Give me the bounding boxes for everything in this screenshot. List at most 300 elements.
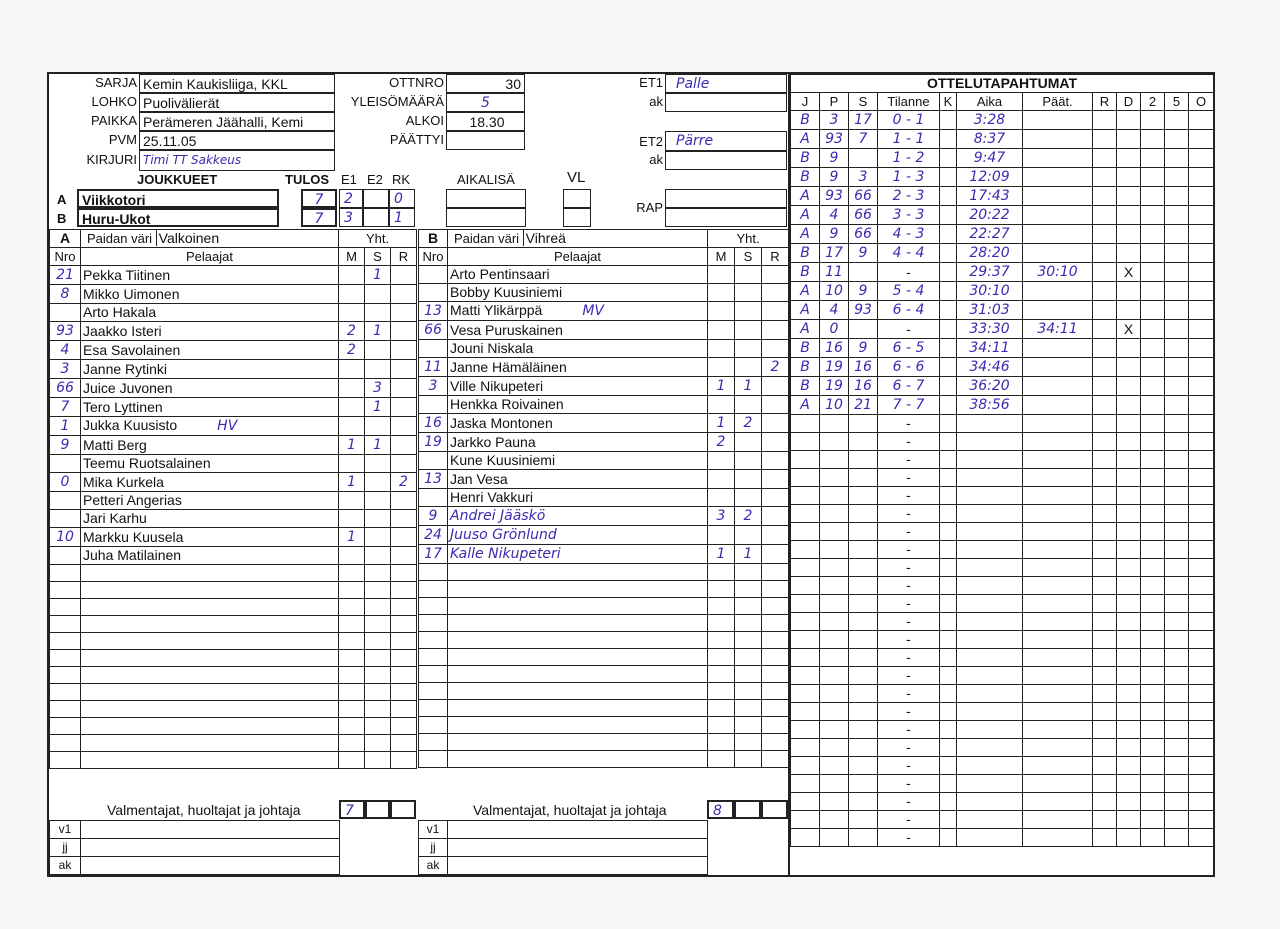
event-r[interactable] [1093, 244, 1117, 263]
event-cell[interactable] [1023, 739, 1093, 757]
player-penalties[interactable] [391, 667, 417, 684]
player-penalties[interactable] [391, 266, 417, 285]
event-cell[interactable] [1023, 469, 1093, 487]
player-goals[interactable] [708, 321, 735, 340]
player-assists[interactable] [365, 599, 391, 616]
player-goals[interactable] [339, 436, 365, 455]
player-number[interactable] [419, 581, 448, 598]
event-k[interactable] [940, 168, 957, 187]
player-number[interactable] [50, 360, 81, 379]
player-goals[interactable] [708, 377, 735, 396]
player-number[interactable] [50, 735, 81, 752]
event-end-time[interactable] [1023, 206, 1093, 225]
event-cell[interactable] [1093, 811, 1117, 829]
player-penalties[interactable] [762, 526, 789, 545]
event-o[interactable] [1189, 339, 1214, 358]
event-cell[interactable] [1189, 649, 1214, 667]
event-scorer[interactable] [820, 396, 849, 415]
player-number[interactable] [50, 322, 81, 341]
player-goals[interactable] [708, 666, 735, 683]
event-cell[interactable] [1117, 577, 1141, 595]
player-number[interactable] [419, 700, 448, 717]
player-penalties[interactable] [762, 649, 789, 666]
team-a-e1[interactable] [339, 189, 363, 208]
event-2[interactable] [1141, 130, 1165, 149]
event-cell[interactable] [1117, 775, 1141, 793]
event-cell[interactable] [849, 613, 878, 631]
event-score[interactable] [878, 631, 940, 649]
player-number[interactable] [419, 632, 448, 649]
player-goals[interactable] [339, 547, 365, 565]
player-penalties[interactable] [762, 396, 789, 414]
player-name[interactable] [81, 667, 339, 684]
event-score[interactable] [878, 595, 940, 613]
event-scorer[interactable] [820, 358, 849, 377]
event-score[interactable] [878, 206, 940, 225]
event-cell[interactable] [1093, 577, 1117, 595]
player-assists[interactable] [735, 414, 762, 433]
rap-field-1[interactable] [665, 189, 787, 208]
event-assist[interactable] [849, 187, 878, 206]
event-r[interactable] [1093, 320, 1117, 339]
event-score[interactable] [878, 613, 940, 631]
event-cell[interactable] [1093, 487, 1117, 505]
event-cell[interactable] [791, 775, 820, 793]
event-cell[interactable] [1093, 793, 1117, 811]
event-score[interactable] [878, 739, 940, 757]
event-k[interactable] [940, 187, 957, 206]
player-number[interactable] [50, 436, 81, 455]
event-cell[interactable] [820, 757, 849, 775]
player-number[interactable] [419, 433, 448, 452]
player-goals[interactable] [339, 473, 365, 492]
player-assists[interactable] [365, 718, 391, 735]
event-cell[interactable] [849, 505, 878, 523]
player-assists[interactable] [365, 752, 391, 769]
event-cell[interactable] [1093, 415, 1117, 433]
event-k[interactable] [940, 339, 957, 358]
player-penalties[interactable] [391, 547, 417, 565]
event-cell[interactable] [1093, 595, 1117, 613]
event-cell[interactable] [849, 469, 878, 487]
coach-a-s[interactable] [365, 800, 390, 819]
event-cell[interactable] [1117, 505, 1141, 523]
event-cell[interactable] [1165, 595, 1189, 613]
player-name[interactable] [81, 341, 339, 360]
event-cell[interactable] [940, 469, 957, 487]
player-name[interactable] [448, 433, 708, 452]
player-name[interactable] [448, 377, 708, 396]
event-k[interactable] [940, 225, 957, 244]
event-cell[interactable] [1141, 595, 1165, 613]
event-cell[interactable] [1165, 757, 1189, 775]
event-cell[interactable] [957, 469, 1023, 487]
event-scorer[interactable] [820, 149, 849, 168]
player-penalties[interactable] [762, 632, 789, 649]
player-assists[interactable] [735, 377, 762, 396]
event-cell[interactable] [1141, 811, 1165, 829]
event-cell[interactable] [1117, 703, 1141, 721]
event-score[interactable] [878, 111, 940, 130]
coach-count-b[interactable] [707, 800, 734, 819]
event-cell[interactable] [820, 415, 849, 433]
team-a-timeout[interactable] [446, 189, 526, 208]
player-assists[interactable] [735, 632, 762, 649]
player-assists[interactable] [365, 304, 391, 322]
player-name[interactable] [81, 266, 339, 285]
event-score[interactable] [878, 130, 940, 149]
event-time[interactable] [957, 339, 1023, 358]
event-5[interactable] [1165, 111, 1189, 130]
roster-a-shirt[interactable] [81, 230, 339, 248]
event-cell[interactable] [1117, 829, 1141, 847]
player-assists[interactable] [735, 470, 762, 489]
player-goals[interactable] [708, 340, 735, 358]
player-penalties[interactable] [762, 564, 789, 581]
event-cell[interactable] [1141, 523, 1165, 541]
event-cell[interactable] [1023, 559, 1093, 577]
event-cell[interactable] [820, 505, 849, 523]
event-cell[interactable] [820, 667, 849, 685]
event-cell[interactable] [1189, 487, 1214, 505]
event-cell[interactable] [1023, 703, 1093, 721]
event-cell[interactable] [1165, 469, 1189, 487]
player-penalties[interactable] [762, 489, 789, 507]
event-k[interactable] [940, 377, 957, 396]
event-cell[interactable] [940, 541, 957, 559]
event-cell[interactable] [849, 433, 878, 451]
player-number[interactable] [50, 304, 81, 322]
event-cell[interactable] [1189, 793, 1214, 811]
player-goals[interactable] [339, 718, 365, 735]
event-cell[interactable] [1141, 613, 1165, 631]
event-score[interactable] [878, 703, 940, 721]
jj-field-b[interactable] [448, 839, 708, 857]
player-name[interactable] [81, 650, 339, 667]
event-assist[interactable] [849, 282, 878, 301]
event-cell[interactable] [1141, 667, 1165, 685]
player-penalties[interactable] [391, 455, 417, 473]
v1-field-b[interactable] [448, 821, 708, 839]
player-assists[interactable] [735, 598, 762, 615]
event-d[interactable] [1117, 149, 1141, 168]
player-assists[interactable] [365, 398, 391, 417]
player-assists[interactable] [735, 564, 762, 581]
event-cell[interactable] [791, 415, 820, 433]
event-cell[interactable] [1141, 559, 1165, 577]
player-penalties[interactable] [391, 492, 417, 510]
player-goals[interactable] [708, 632, 735, 649]
event-scorer[interactable] [820, 206, 849, 225]
event-scorer[interactable] [820, 320, 849, 339]
player-assists[interactable] [365, 735, 391, 752]
player-goals[interactable] [339, 304, 365, 322]
event-cell[interactable] [957, 667, 1023, 685]
player-goals[interactable] [708, 470, 735, 489]
player-assists[interactable] [735, 615, 762, 632]
event-cell[interactable] [1117, 667, 1141, 685]
event-cell[interactable] [1023, 523, 1093, 541]
event-cell[interactable] [820, 451, 849, 469]
event-cell[interactable] [940, 577, 957, 595]
rap-field-2[interactable] [665, 208, 787, 227]
player-assists[interactable] [735, 340, 762, 358]
event-cell[interactable] [1117, 523, 1141, 541]
event-cell[interactable] [1117, 433, 1141, 451]
player-goals[interactable] [339, 599, 365, 616]
event-cell[interactable] [1189, 523, 1214, 541]
player-number[interactable] [50, 492, 81, 510]
event-cell[interactable] [820, 775, 849, 793]
team-b-rk[interactable] [389, 208, 415, 227]
event-cell[interactable] [849, 559, 878, 577]
event-cell[interactable] [1165, 559, 1189, 577]
event-team[interactable] [791, 168, 820, 187]
event-cell[interactable] [849, 685, 878, 703]
event-2[interactable] [1141, 206, 1165, 225]
event-cell[interactable] [1023, 451, 1093, 469]
event-cell[interactable] [1117, 595, 1141, 613]
event-cell[interactable] [1023, 541, 1093, 559]
player-goals[interactable] [339, 379, 365, 398]
player-name[interactable] [448, 470, 708, 489]
event-cell[interactable] [1117, 793, 1141, 811]
event-cell[interactable] [1093, 505, 1117, 523]
event-cell[interactable] [1165, 451, 1189, 469]
event-cell[interactable] [1117, 811, 1141, 829]
player-assists[interactable] [365, 492, 391, 510]
event-time[interactable] [957, 377, 1023, 396]
event-5[interactable] [1165, 206, 1189, 225]
event-end-time[interactable] [1023, 282, 1093, 301]
team-b-name[interactable]: Huru-Ukot [77, 208, 279, 227]
player-assists[interactable] [365, 417, 391, 436]
event-cell[interactable] [1117, 451, 1141, 469]
event-cell[interactable] [1141, 685, 1165, 703]
event-score[interactable] [878, 577, 940, 595]
event-cell[interactable] [820, 487, 849, 505]
event-score[interactable] [878, 649, 940, 667]
event-cell[interactable] [940, 487, 957, 505]
event-cell[interactable] [791, 631, 820, 649]
event-cell[interactable] [1141, 451, 1165, 469]
player-name[interactable] [81, 735, 339, 752]
event-scorer[interactable] [820, 377, 849, 396]
event-scorer[interactable] [820, 225, 849, 244]
player-number[interactable] [419, 717, 448, 734]
event-d[interactable] [1117, 396, 1141, 415]
player-number[interactable] [50, 398, 81, 417]
player-assists[interactable] [365, 285, 391, 304]
event-cell[interactable] [820, 631, 849, 649]
event-cell[interactable] [791, 577, 820, 595]
player-penalties[interactable] [391, 473, 417, 492]
event-d[interactable] [1117, 358, 1141, 377]
player-penalties[interactable] [391, 599, 417, 616]
player-name[interactable] [81, 528, 339, 547]
event-k[interactable] [940, 130, 957, 149]
event-5[interactable] [1165, 225, 1189, 244]
event-cell[interactable] [957, 757, 1023, 775]
event-cell[interactable] [849, 721, 878, 739]
event-score[interactable] [878, 244, 940, 263]
event-cell[interactable] [1189, 667, 1214, 685]
event-cell[interactable] [849, 793, 878, 811]
event-assist[interactable] [849, 339, 878, 358]
player-number[interactable] [419, 615, 448, 632]
event-cell[interactable] [1189, 577, 1214, 595]
player-penalties[interactable] [762, 284, 789, 302]
team-b-vl[interactable] [563, 208, 591, 227]
player-assists[interactable] [735, 302, 762, 321]
player-penalties[interactable] [391, 322, 417, 341]
player-penalties[interactable] [762, 666, 789, 683]
event-2[interactable] [1141, 168, 1165, 187]
jj-field-a[interactable] [81, 839, 340, 857]
player-penalties[interactable] [391, 436, 417, 455]
player-assists[interactable] [365, 322, 391, 341]
player-penalties[interactable] [391, 398, 417, 417]
player-number[interactable] [419, 321, 448, 340]
player-goals[interactable] [339, 528, 365, 547]
event-cell[interactable] [1023, 649, 1093, 667]
yleisomaara-field[interactable] [446, 93, 525, 112]
player-penalties[interactable] [762, 615, 789, 632]
event-cell[interactable] [820, 469, 849, 487]
player-goals[interactable] [339, 322, 365, 341]
player-penalties[interactable] [391, 304, 417, 322]
event-cell[interactable] [820, 577, 849, 595]
player-number[interactable] [419, 489, 448, 507]
event-cell[interactable] [1189, 811, 1214, 829]
player-assists[interactable] [365, 633, 391, 650]
event-5[interactable] [1165, 168, 1189, 187]
event-cell[interactable] [1023, 829, 1093, 847]
event-cell[interactable] [1023, 685, 1093, 703]
event-cell[interactable] [849, 451, 878, 469]
event-team[interactable] [791, 225, 820, 244]
event-cell[interactable] [791, 487, 820, 505]
player-assists[interactable] [365, 266, 391, 285]
event-cell[interactable] [1165, 415, 1189, 433]
event-cell[interactable] [1117, 559, 1141, 577]
event-cell[interactable] [1165, 721, 1189, 739]
event-cell[interactable] [820, 595, 849, 613]
event-team[interactable] [791, 111, 820, 130]
event-assist[interactable] [849, 111, 878, 130]
event-cell[interactable] [957, 721, 1023, 739]
team-a-rk[interactable] [389, 189, 415, 208]
event-team[interactable] [791, 244, 820, 263]
event-o[interactable] [1189, 377, 1214, 396]
player-penalties[interactable] [762, 717, 789, 734]
event-r[interactable] [1093, 187, 1117, 206]
player-number[interactable] [419, 284, 448, 302]
event-cell[interactable] [957, 775, 1023, 793]
player-penalties[interactable] [762, 470, 789, 489]
event-cell[interactable] [1141, 505, 1165, 523]
event-cell[interactable] [957, 415, 1023, 433]
event-d[interactable] [1117, 225, 1141, 244]
event-score[interactable] [878, 793, 940, 811]
event-r[interactable] [1093, 396, 1117, 415]
player-number[interactable] [50, 417, 81, 436]
event-cell[interactable] [1165, 505, 1189, 523]
event-team[interactable] [791, 339, 820, 358]
event-cell[interactable] [1023, 505, 1093, 523]
player-number[interactable] [419, 545, 448, 564]
player-assists[interactable] [365, 360, 391, 379]
event-cell[interactable] [1093, 469, 1117, 487]
event-o[interactable] [1189, 301, 1214, 320]
event-cell[interactable] [957, 505, 1023, 523]
player-assists[interactable] [365, 455, 391, 473]
event-assist[interactable] [849, 263, 878, 282]
player-name[interactable] [81, 473, 339, 492]
player-number[interactable] [419, 358, 448, 377]
event-cell[interactable] [820, 649, 849, 667]
event-cell[interactable] [1117, 649, 1141, 667]
event-cell[interactable] [791, 451, 820, 469]
player-name[interactable] [81, 510, 339, 528]
event-cell[interactable] [1117, 739, 1141, 757]
event-5[interactable] [1165, 320, 1189, 339]
event-cell[interactable] [1117, 631, 1141, 649]
event-r[interactable] [1093, 130, 1117, 149]
player-penalties[interactable] [762, 414, 789, 433]
event-cell[interactable] [849, 775, 878, 793]
player-assists[interactable] [735, 396, 762, 414]
event-cell[interactable] [957, 739, 1023, 757]
event-time[interactable] [957, 187, 1023, 206]
event-score[interactable] [878, 282, 940, 301]
event-cell[interactable] [1141, 775, 1165, 793]
player-name[interactable] [448, 489, 708, 507]
event-cell[interactable] [820, 811, 849, 829]
paikka-field[interactable]: Perämeren Jäähalli, Kemi [139, 112, 335, 131]
event-scorer[interactable] [820, 187, 849, 206]
player-penalties[interactable] [391, 565, 417, 582]
player-assists[interactable] [735, 526, 762, 545]
event-score[interactable] [878, 667, 940, 685]
player-number[interactable] [50, 266, 81, 285]
event-r[interactable] [1093, 111, 1117, 130]
event-cell[interactable] [1165, 829, 1189, 847]
event-cell[interactable] [957, 685, 1023, 703]
event-score[interactable] [878, 301, 940, 320]
event-cell[interactable] [849, 649, 878, 667]
event-5[interactable] [1165, 377, 1189, 396]
event-cell[interactable] [791, 721, 820, 739]
event-score[interactable] [878, 433, 940, 451]
player-goals[interactable] [339, 667, 365, 684]
player-name[interactable] [81, 360, 339, 379]
event-cell[interactable] [940, 451, 957, 469]
event-cell[interactable] [1093, 829, 1117, 847]
player-goals[interactable] [708, 564, 735, 581]
player-goals[interactable] [339, 650, 365, 667]
event-cell[interactable] [957, 559, 1023, 577]
event-5[interactable] [1165, 282, 1189, 301]
event-team[interactable] [791, 130, 820, 149]
player-assists[interactable] [735, 507, 762, 526]
player-goals[interactable] [708, 649, 735, 666]
kirjuri-field[interactable] [139, 150, 335, 171]
event-time[interactable] [957, 111, 1023, 130]
event-r[interactable] [1093, 301, 1117, 320]
event-cell[interactable] [1093, 739, 1117, 757]
team-b-timeout[interactable] [446, 208, 526, 227]
